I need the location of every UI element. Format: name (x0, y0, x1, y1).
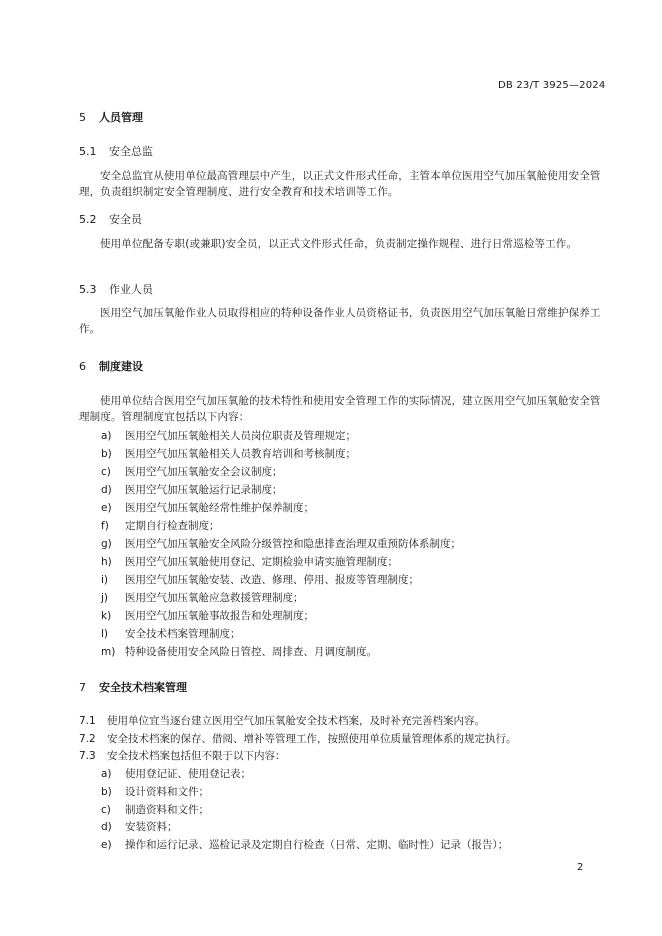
clause-5-3-text: 医用空气加压氧舱作业人员取得相应的特种设备作业人员资格证书，负责医用空气加压氧舱日常维护保养工作。 (79, 307, 601, 335)
clause-7-3-text: 安全技术档案包括但不限于以下内容： (107, 750, 286, 762)
list-item (101, 500, 314, 515)
list-item-text: 医用空气加压氧舱经常性维护保养制度； (125, 502, 314, 514)
list-marker: d) (101, 821, 112, 833)
clause-5-1-title: 安全总监 (109, 145, 153, 158)
list-item-text: 医用空气加压氧舱安全会议制度； (125, 466, 283, 478)
list-item (101, 802, 209, 817)
list-marker: c) (101, 466, 111, 478)
list-marker: g) (101, 538, 112, 550)
clause-7-3-number: 7.3 (79, 750, 96, 762)
clause-7-1-number: 7.1 (79, 715, 96, 727)
clause-7-2-text: 安全技术档案的保存、借阅、增补等管理工作，按照使用单位质量管理体系的规定执行。 (107, 733, 517, 745)
list-item-text: 定期自行检查制度； (125, 520, 220, 532)
section-7-heading (79, 679, 187, 695)
list-item (101, 784, 209, 799)
list-item (101, 554, 398, 569)
section-6-title: 制度建设 (99, 360, 143, 373)
list-marker: b) (101, 448, 112, 460)
list-item (101, 572, 419, 587)
list-item-text: 医用空气加压氧舱相关人员岗位职责及管理规定； (125, 430, 356, 442)
list-item (101, 837, 508, 852)
clause-7-1 (79, 713, 485, 728)
list-item (101, 464, 283, 479)
list-marker: f) (101, 520, 109, 532)
list-marker: m) (101, 646, 116, 658)
list-marker: l) (101, 628, 109, 640)
section-6-heading (79, 358, 143, 374)
clause-5-1-text: 安全总监宜从使用单位最高管理层中产生，以正式文件形式任命，主管本单位医用空气加压氧舱使用安全管理，负责组织制定安全管理制度、进行安全教育和技术培训等工作。 (79, 170, 601, 198)
clause-5-1-number: 5.1 (79, 145, 97, 158)
list-marker: a) (101, 768, 112, 780)
list-marker: c) (101, 804, 111, 816)
list-item-text: 医用空气加压氧舱事故报告和处理制度； (125, 610, 314, 622)
clause-5-2-title: 安全员 (109, 213, 142, 226)
section-6-number: 6 (79, 360, 86, 373)
list-item-text: 特种设备使用安全风险日管控、周排查、月调度制度。 (125, 646, 377, 658)
section-7-number: 7 (79, 681, 86, 694)
list-marker: d) (101, 484, 112, 496)
list-marker: h) (101, 556, 112, 568)
list-item-text: 医用空气加压氧舱使用登记、定期检验申请实施管理制度； (125, 556, 398, 568)
list-item (101, 482, 283, 497)
list-item-text: 医用空气加压氧舱运行记录制度； (125, 484, 283, 496)
clause-7-1-text: 使用单位宜当逐台建立医用空气加压氧舱安全技术档案，及时补充完善档案内容。 (107, 715, 485, 727)
list-marker: a) (101, 430, 112, 442)
list-item (101, 446, 356, 461)
standard-number: DB 23/T 3925—2024 (498, 80, 606, 91)
list-item (101, 644, 377, 659)
list-item-text: 操作和运行记录、巡检记录及定期自行检查（日常、定期、临时性）记录（报告）； (125, 839, 509, 851)
list-item-text: 医用空气加压氧舱应急救援管理制度； (125, 592, 304, 604)
section-6-intro: 使用单位结合医用空气加压氧舱的技术特性和使用安全管理工作的实际情况，建立医用空气加压氧舱安全管理制度。管理制度宜包括以下内容： (79, 395, 601, 423)
list-item (101, 518, 220, 533)
list-item-text: 医用空气加压氧舱安全风险分级管控和隐患排查治理双重预防体系制度； (125, 538, 461, 550)
list-item (101, 626, 241, 641)
clause-5-2-heading (79, 211, 142, 227)
list-item-text: 安全技术档案管理制度； (125, 628, 241, 640)
section-5-title: 人员管理 (99, 111, 143, 124)
list-item (101, 819, 178, 834)
clause-7-3 (79, 748, 286, 763)
clause-5-3-title: 作业人员 (109, 283, 153, 296)
list-item (101, 536, 461, 551)
list-item (101, 590, 304, 605)
clause-5-1-heading (79, 143, 153, 159)
list-item (101, 608, 314, 623)
section-5-number: 5 (79, 111, 86, 124)
page-number: 2 (577, 862, 584, 873)
list-marker: j) (101, 592, 109, 604)
list-marker: k) (101, 610, 112, 622)
list-item-text: 医用空气加压氧舱安装、改造、修理、停用、报废等管理制度； (125, 574, 419, 586)
section-5-heading (79, 109, 143, 125)
list-marker: i) (101, 574, 109, 586)
list-marker: e) (101, 502, 112, 514)
list-item-text: 设计资料和文件； (125, 786, 209, 798)
section-7-title: 安全技术档案管理 (99, 681, 187, 694)
list-marker: b) (101, 786, 112, 798)
clause-5-3-number: 5.3 (79, 283, 97, 296)
list-item-text: 安装资料； (125, 821, 178, 833)
list-item-text: 制造资料和文件； (125, 804, 209, 816)
list-item-text: 使用登记证、使用登记表； (125, 768, 251, 780)
clause-7-2 (79, 731, 517, 746)
clause-5-2-text: 使用单位配备专职(或兼职)安全员，以正式文件形式任命，负责制定操作规程、进行日常巡检等工作。 (100, 238, 578, 250)
list-marker: e) (101, 839, 112, 851)
list-item-text: 医用空气加压氧舱相关人员教育培训和考核制度； (125, 448, 356, 460)
list-item (101, 428, 356, 443)
clause-5-3-heading (79, 281, 153, 297)
list-item (101, 766, 251, 781)
clause-5-2-number: 5.2 (79, 213, 97, 226)
clause-7-2-number: 7.2 (79, 733, 96, 745)
